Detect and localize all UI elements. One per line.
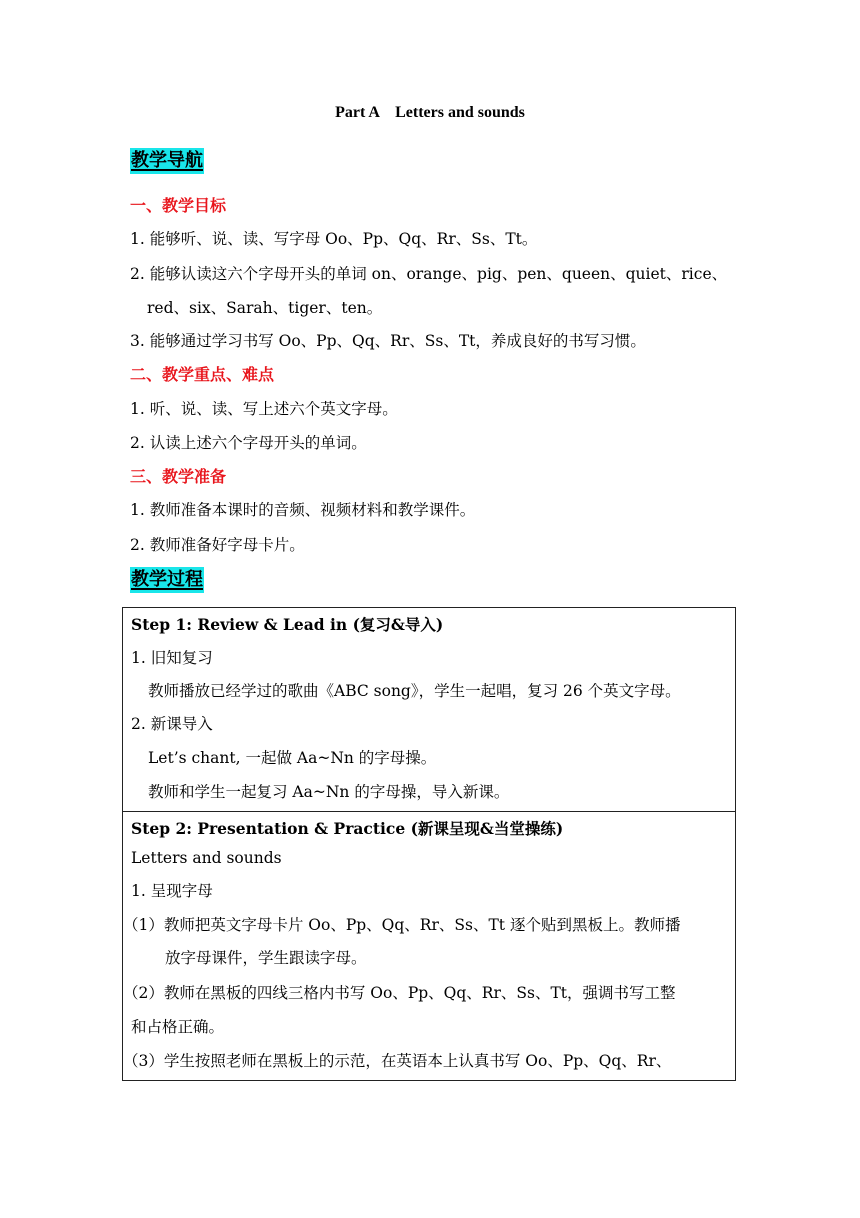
step2-line-3: （1）教师把英文字母卡片 Oo、Pp、Qq、Rr、Ss、Tt 逐个贴到黑板上。教师播 [123,916,681,934]
key-point-line-2: 2. 认读上述六个字母开头的单词。 [130,434,367,452]
key-points-heading: 二、教学重点、难点 [130,365,275,384]
step1-line-2: 教师播放已经学过的歌曲《ABC song》，学生一起唱，复习 26 个英文字母。 [148,682,681,700]
step1-line-3: 2. 新课导入 [131,715,213,733]
objective-line-2-cont: red、six、Sarah、tiger、ten。 [147,299,383,317]
objective-line-2: 2. 能够认读这六个字母开头的单词 on、orange、pig、pen、queen、quiet、rice、 [130,265,728,283]
step2-line-7: （3）学生按照老师在黑板上的示范，在英语本上认真书写 Oo、Pp、Qq、Rr、 [123,1052,672,1070]
step2-line-2: 1. 呈现字母 [131,882,213,900]
step1-line-5: 教师和学生一起复习 Aa~Nn 的字母操，导入新课。 [148,783,510,801]
teaching-process-heading: 教学过程 [130,567,204,593]
preparation-heading: 三、教学准备 [130,467,227,486]
step1-line-1: 1. 旧知复习 [131,649,213,667]
step1-table-cell [122,607,736,812]
objectives-heading: 一、教学目标 [130,196,227,215]
step1-line-4: Let’s chant, 一起做 Aa~Nn 的字母操。 [148,749,437,767]
step2-line-1: Letters and sounds [131,849,282,867]
step2-line-5: （2）教师在黑板的四线三格内书写 Oo、Pp、Qq、Rr、Ss、Tt，强调书写工整 [123,984,676,1002]
objective-line-1: 1. 能够听、说、读、写字母 Oo、Pp、Qq、Rr、Ss、Tt。 [130,230,538,248]
step2-line-6: 和占格正确。 [131,1018,225,1036]
step2-line-4: 放字母课件，学生跟读字母。 [165,949,367,967]
page-title: Part A Letters and sounds [335,104,525,121]
teaching-nav-heading: 教学导航 [130,148,204,174]
step1-title: Step 1: Review & Lead in (复习&导入) [131,615,444,634]
preparation-line-1: 1. 教师准备本课时的音频、视频材料和教学课件。 [130,501,476,519]
key-point-line-1: 1. 听、说、读、写上述六个英文字母。 [130,400,398,418]
objective-line-3: 3. 能够通过学习书写 Oo、Pp、Qq、Rr、Ss、Tt，养成良好的书写习惯。 [130,332,646,350]
step2-title: Step 2: Presentation & Practice (新课呈现&当堂操练) [131,819,564,838]
step2-table-cell [122,811,736,1081]
preparation-line-2: 2. 教师准备好字母卡片。 [130,536,305,554]
